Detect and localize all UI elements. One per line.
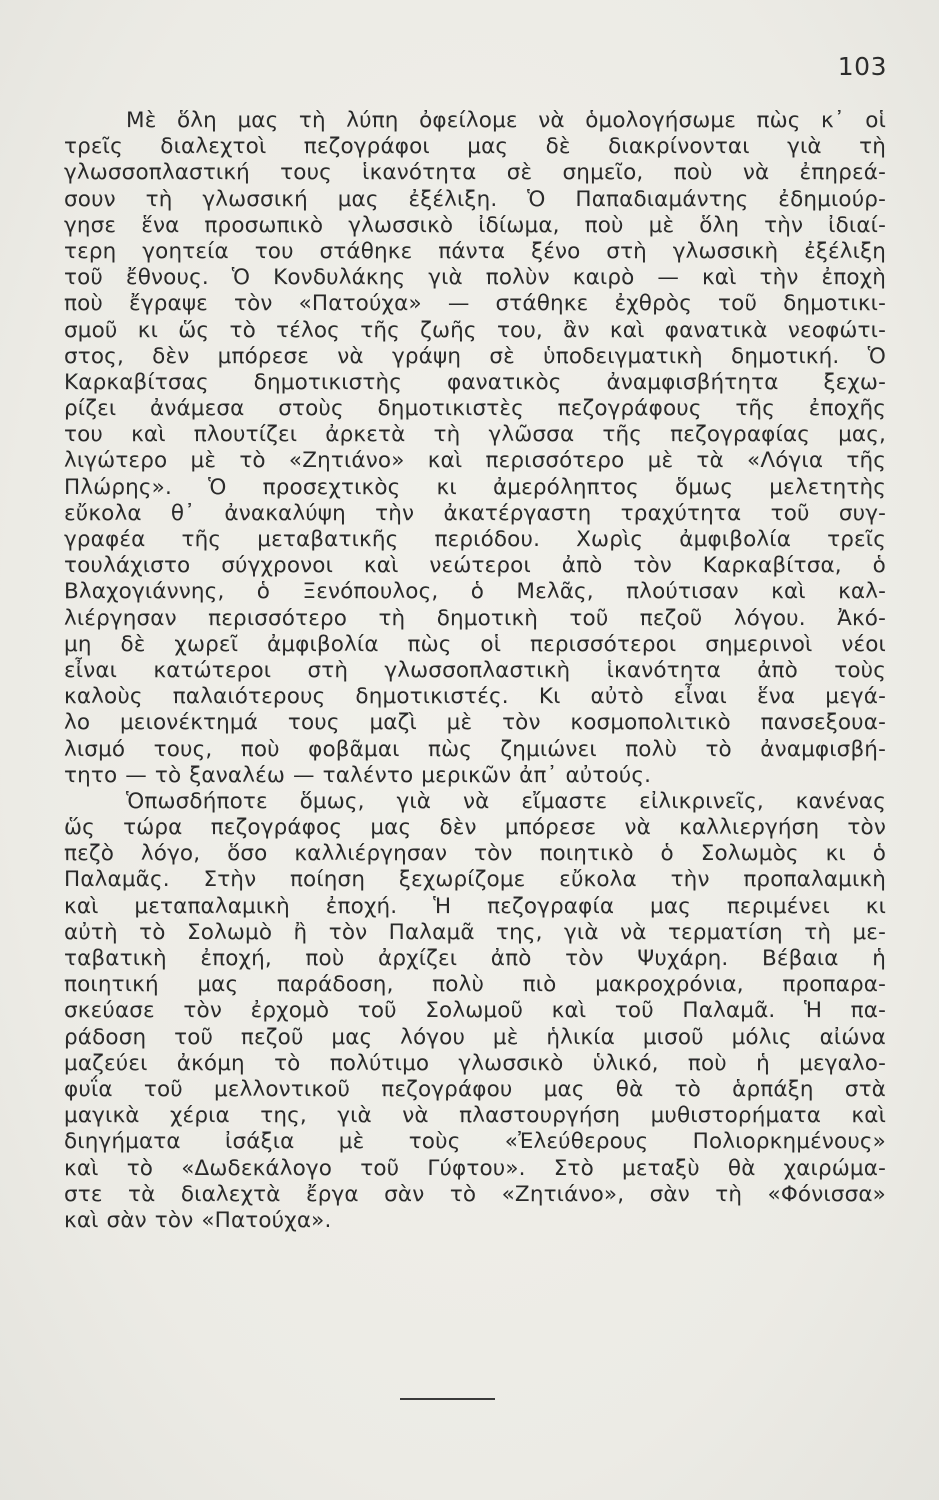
text-line: γησε ἕνα προσωπικὸ γλωσσικὸ ἰδίωμα, ποὺ μὲ ὅλη τὴν ἰδιαί- [64,212,886,238]
text-line: Παλαμᾶς. Στὴν ποίηση ξεχωρίζομε εὔκολα τὴν προπαλαμικὴ [64,867,886,893]
text-line: καὶ σὰν τὸν «Πατούχα». [64,1207,332,1233]
text-line: λιγώτερο μὲ τὸ «Ζητιάνο» καὶ περισσότερο μὲ τὰ «Λόγια τῆς [64,448,886,474]
text-line: λο μειονέκτημά τους μαζὶ μὲ τὸν κοσμοπολιτικὸ πανσεξουα- [64,710,886,736]
page-number: 103 [837,52,887,81]
section-divider [400,1398,495,1400]
text-line: ποιητική μας παράδοση, πολὺ πιὸ μακροχρόνια, προπαρα- [64,972,886,998]
text-line: Ὁπωσδήποτε ὅμως, γιὰ νὰ εἴμαστε εἰλικρινεῖς, κανένας [126,788,886,814]
text-line: εἶναι κατώτεροι στὴ γλωσσοπλαστικὴ ἱκανότητα ἀπὸ τοὺς [64,657,886,683]
text-line: γραφέα τῆς μεταβατικῆς περιόδου. Χωρὶς ἀμφιβολία τρεῖς [64,527,886,552]
body-text [64,108,886,1234]
text-line: τητο — τὸ ξαναλέω — ταλέντο μερικῶν ἀπ᾿ αὐτούς. [64,762,652,788]
text-line: τουλάχιστο σύγχρονοι καὶ νεώτεροι ἀπὸ τὸν Καρκαβίτσα, ὁ [64,553,886,579]
text-line: λιέργησαν περισσότερο τὴ δημοτικὴ τοῦ πεζοῦ λόγου. Ἀκό- [64,605,886,631]
text-line: ρίζει ἀνάμεσα στοὺς δημοτικιστὲς πεζογράφους τῆς ἐποχῆς [64,396,886,422]
text-line: διηγήματα ἰσάξια μὲ τοὺς «Ἐλεύθερους Πολιορκημένους» [64,1129,886,1155]
text-line: τοῦ ἔθνους. Ὁ Κονδυλάκης γιὰ πολὺν καιρὸ — καὶ τὴν ἐποχὴ [64,265,886,291]
text-line: στος, δὲν μπόρεσε νὰ γράψη σὲ ὑποδειγματικὴ δημοτική. Ὁ [64,343,886,369]
text-line: ταβατικὴ ἐποχή, ποὺ ἀρχίζει ἀπὸ τὸν Ψυχάρη. Βέβαια ἡ [64,946,886,971]
text-line: σκεύασε τὸν ἐρχομὸ τοῦ Σολωμοῦ καὶ τοῦ Παλαμᾶ. Ἡ πα- [64,998,886,1024]
text-line: τερη γοητεία του στάθηκε πάντα ξένο στὴ γλωσσικὴ ἐξέλιξη [64,238,886,264]
text-line: λισμό τους, ποὺ φοβᾶμαι πὼς ζημιώνει πολὺ τὸ ἀναμφισβή- [64,736,886,762]
text-line: ὥς τώρα πεζογράφος μας δὲν μπόρεσε νὰ καλλιεργήση τὸν [64,815,886,841]
text-line: του καὶ πλουτίζει ἀρκετὰ τὴ γλῶσσα τῆς πεζογραφίας μας, [64,422,886,448]
text-line: μαζεύει ἀκόμη τὸ πολύτιμο γλωσσικὸ ὑλικό, ποὺ ἡ μεγαλο- [64,1050,886,1076]
text-line: ποὺ ἔγραψε τὸν «Πατούχα» — στάθηκε ἐχθρὸς τοῦ δημοτικι- [64,291,886,317]
text-line: Καρκαβίτσας δημοτικιστὴς φανατικὸς ἀναμφισβήτητα ξεχω- [64,369,886,395]
text-line: σουν τὴ γλωσσική μας ἐξέλιξη. Ὁ Παπαδιαμάντης ἐδημιούρ- [64,186,886,212]
text-line: καλοὺς παλαιότερους δημοτικιστές. Κι αὐτὸ εἶναι ἕνα μεγά- [64,684,886,710]
text-line: αὐτὴ τὸ Σολωμὸ ἢ τὸν Παλαμᾶ της, γιὰ νὰ τερματίση τὴ με- [64,919,886,945]
text-line: ράδοση τοῦ πεζοῦ μας λόγου μὲ ἡλικία μισοῦ μόλις αἰώνα [64,1024,886,1050]
text-line: καὶ μεταπαλαμικὴ ἐποχή. Ἡ πεζογραφία μας περιμένει κι [64,893,886,919]
text-line: γλωσσοπλαστική τους ἱκανότητα σὲ σημεῖο, ποὺ νὰ ἐπηρεά- [64,160,886,186]
text-line: Πλώρης». Ὁ προσεχτικὸς κι ἀμερόληπτος ὅμως μελετητὴς [64,474,886,500]
text-line: μη δὲ χωρεῖ ἀμφιβολία πὼς οἱ περισσότεροι σημερινοὶ νέοι [64,631,886,657]
text-line: καὶ τὸ «Δωδεκάλογο τοῦ Γύφτου». Στὸ μεταξὺ θὰ χαιρώμα- [64,1155,886,1181]
text-line: φυΐα τοῦ μελλοντικοῦ πεζογράφου μας θὰ τὸ ἁρπάξη στὰ [64,1076,886,1102]
text-line: τρεῖς διαλεχτοὶ πεζογράφοι μας δὲ διακρίνονται γιὰ τὴ [64,134,886,160]
text-line: σμοῦ κι ὥς τὸ τέλος τῆς ζωῆς του, ἂν καὶ φανατικὰ νεοφώτι- [64,317,886,343]
text-line: Βλαχογιάννης, ὁ Ξενόπουλος, ὁ Μελᾶς, πλούτισαν καὶ καλ- [64,579,886,605]
text-line: μαγικὰ χέρια της, γιὰ νὰ πλαστουργήση μυθιστορήματα καὶ [64,1103,886,1129]
text-line: εὔκολα θ᾿ ἀνακαλύψη τὴν ἀκατέργαστη τραχύτητα τοῦ συγ- [64,500,886,526]
text-line: Μὲ ὅλη μας τὴ λύπη ὀφείλομε νὰ ὁμολογήσωμε πὼς κ᾿ οἱ [126,108,886,133]
text-line: πεζὸ λόγο, ὅσο καλλιέργησαν τὸν ποιητικὸ ὁ Σολωμὸς κι ὁ [64,841,886,867]
text-line: στε τὰ διαλεχτὰ ἔργα σὰν τὸ «Ζητιάνο», σὰν τὴ «Φόνισσα» [64,1181,886,1207]
